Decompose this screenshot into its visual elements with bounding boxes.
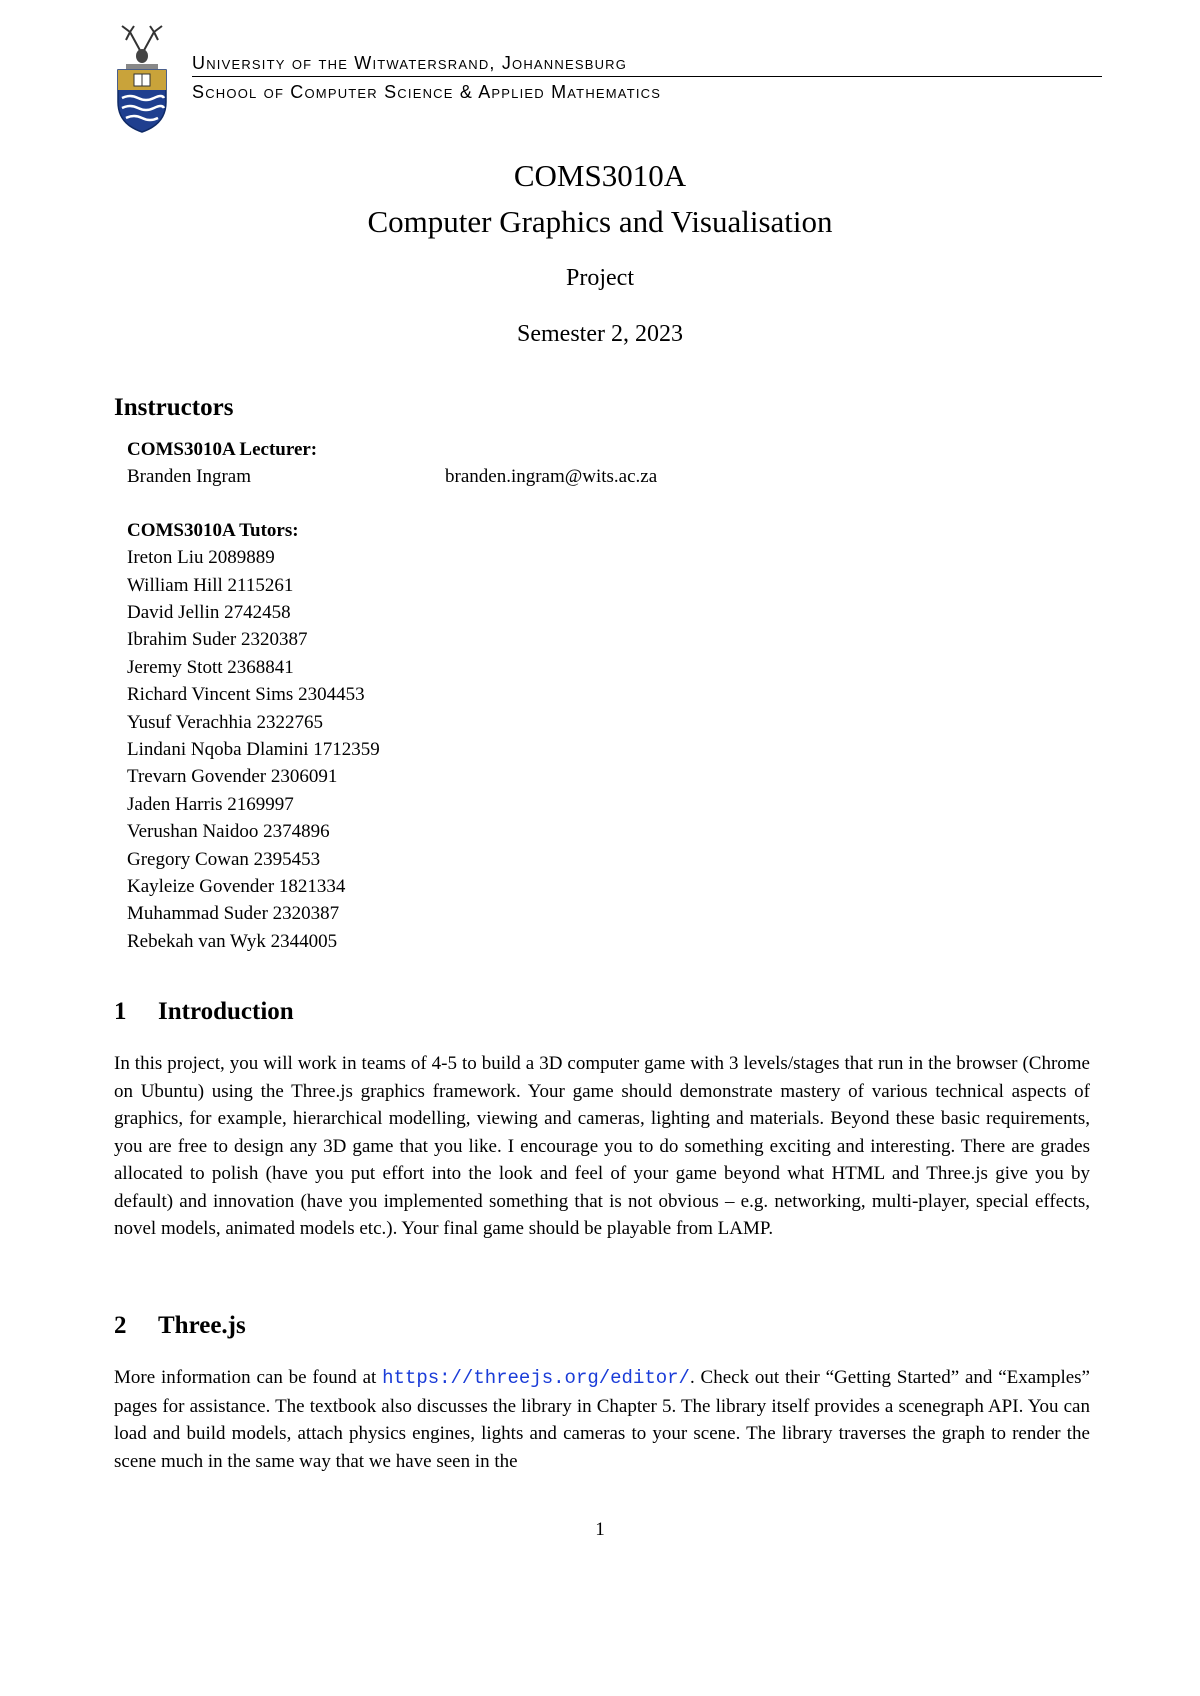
tutor-item: Jeremy Stott 2368841	[127, 656, 294, 678]
threejs-text-before: More information can be found at	[114, 1367, 383, 1388]
threejs-editor-link[interactable]: https://threejs.org/editor/	[382, 1367, 690, 1389]
introduction-paragraph: In this project, you will work in teams of 4-5 to build a 3D computer game with 3 levels/stages that run in the browser (Chrome on Ubuntu) using the Three.js graphics framework. Your game should demonstrate mastery of various technical aspects of graphics, for example, hierarchical modelling, viewing and cameras, lighting and materials. Beyond these basic requirements, you are free to design any 3D game that you like. I encourage you to do something exciting and interesting. There are grades allocated to polish (have you put effort into the look and feel of your game beyond what HTML and Three.js give you by default) and innovation (have you implemented something that is not obvious – e.g. networking, multi-player, special effects, novel models, animated models etc.). Your final game should be playable from LAMP.	[114, 1053, 1090, 1239]
tutor-item: Ireton Liu 2089889	[127, 547, 275, 569]
section-title: Introduction	[158, 998, 294, 1025]
tutor-item: Trevarn Govender 2306091	[127, 766, 338, 788]
course-code: COMS3010A	[513, 158, 687, 193]
threejs-text-after: . Check out their “Getting Started” and “Examples” pages for assistance. The textbook also discusses the library in Chapter 5. The library itself provides a scenegraph API. You can load and build models, attach physics engines, lights and cameras to your scene. The library traverses the graph to render the scene much in the same way that we have seen in the	[114, 1367, 1090, 1472]
tutor-item: Richard Vincent Sims 2304453	[127, 684, 365, 706]
threejs-heading	[114, 1310, 246, 1342]
instructors-heading: Instructors	[114, 394, 234, 421]
tutors-label: COMS3010A Tutors:	[127, 519, 299, 541]
tutor-item: Lindani Nqoba Dlamini 1712359	[127, 739, 380, 761]
university-name: University of the Witwatersrand, Johannesburg	[192, 52, 1102, 77]
tutor-item: Yusuf Verachhia 2322765	[127, 711, 323, 733]
tutor-item: Jaden Harris 2169997	[127, 793, 294, 815]
lecturer-email[interactable]: branden.ingram@wits.ac.za	[445, 466, 658, 488]
threejs-paragraph	[114, 1364, 1090, 1475]
page-number: 1	[595, 1519, 605, 1540]
tutor-item: David Jellin 2742458	[127, 602, 291, 624]
section-number: 2	[114, 1312, 127, 1339]
lecturer-name: Branden Ingram	[127, 466, 251, 488]
tutor-item: Rebekah van Wyk 2344005	[127, 930, 338, 952]
course-name: Computer Graphics and Visualisation	[367, 204, 833, 239]
introduction-heading	[114, 996, 294, 1028]
school-name: School of Computer Science & Applied Mathematics	[192, 82, 662, 102]
tutor-item: Kayleize Govender 1821334	[127, 876, 346, 898]
document-type: Project	[566, 265, 634, 291]
section-title: Three.js	[158, 1312, 246, 1339]
tutor-item: Ibrahim Suder 2320387	[127, 629, 308, 651]
tutor-item: Muhammad Suder 2320387	[127, 903, 340, 925]
university-crest-icon	[112, 24, 172, 134]
semester: Semester 2, 2023	[517, 321, 683, 347]
tutor-item: Verushan Naidoo 2374896	[127, 821, 330, 843]
tutor-item: William Hill 2115261	[127, 574, 294, 596]
section-number: 1	[114, 998, 127, 1025]
instructors-list	[127, 436, 658, 955]
lecturer-label: COMS3010A Lecturer:	[127, 439, 318, 460]
tutor-item: Gregory Cowan 2395453	[127, 848, 321, 870]
document-header	[112, 24, 1102, 134]
institution-block	[192, 52, 1102, 103]
lecturer-row	[127, 463, 658, 490]
